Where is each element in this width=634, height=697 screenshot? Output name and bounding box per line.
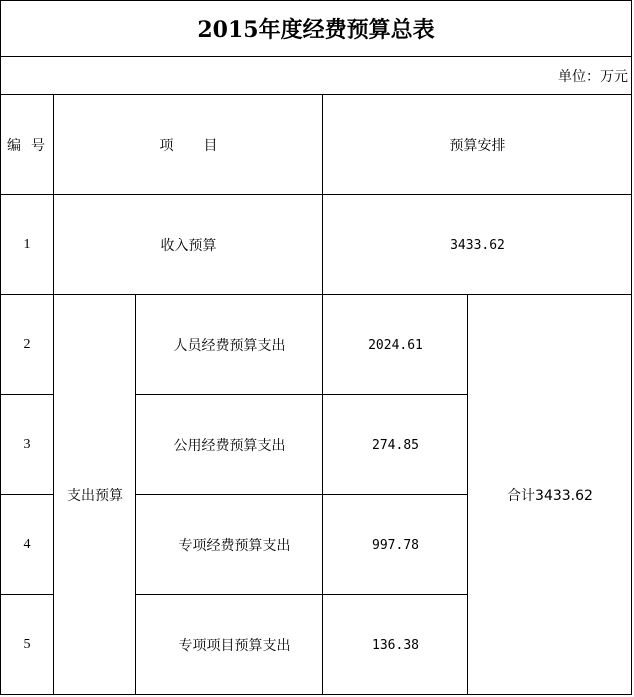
income-label: 收入预算: [160, 238, 217, 254]
table-row-index: 2: [23, 337, 31, 352]
expenditure-total: 合计3433.62: [507, 488, 593, 504]
header-budget: 预算安排: [449, 138, 506, 154]
table-row-index: 3: [23, 437, 31, 452]
table-row-label: 人员经费预算支出: [173, 338, 286, 354]
table-row-value: 136.38: [372, 637, 419, 653]
table-row-label: 专项经费预算支出: [178, 538, 291, 554]
table-row-value: 274.85: [372, 437, 419, 453]
table-row-index: 4: [23, 537, 31, 552]
income-value: 3433.62: [450, 237, 505, 253]
table-row-label: 专项项目预算支出: [178, 638, 291, 654]
table-row-label: 公用经费预算支出: [173, 438, 286, 454]
page-title: 2015年度经费预算总表: [197, 17, 435, 43]
header-item: 项目: [159, 138, 248, 154]
table-row-value: 997.78: [372, 537, 419, 553]
unit-label: 单位：万元: [558, 69, 628, 85]
expenditure-group-label: 支出预算: [67, 488, 123, 504]
table-row-index: 5: [23, 637, 31, 652]
table-row-value: 2024.61: [368, 337, 423, 353]
income-index: 1: [23, 237, 31, 252]
header-number: 编号: [7, 138, 55, 154]
